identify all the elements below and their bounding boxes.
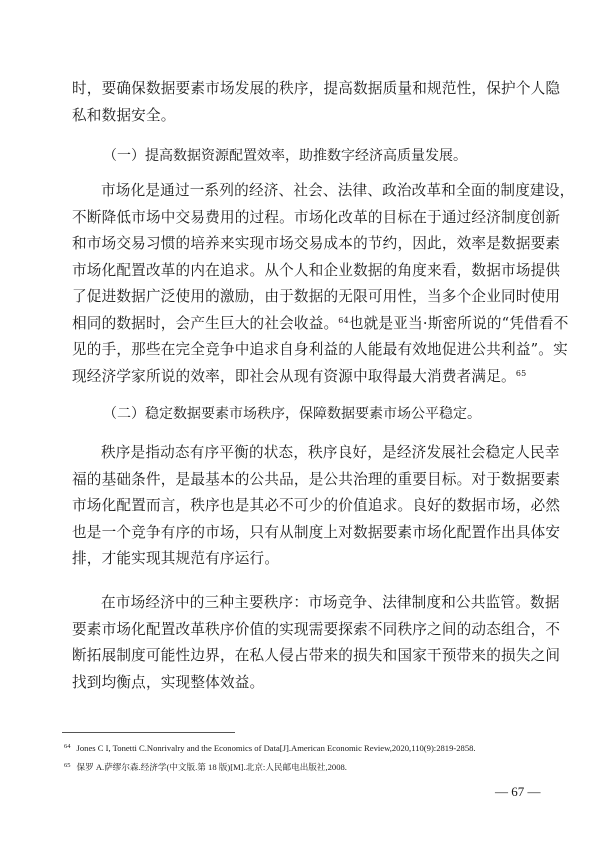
text-line: 了促进数据广泛使用的激励，由于数据的无限可用性，当多个企业同时使用	[72, 288, 561, 305]
footnote-number: 65	[64, 762, 71, 769]
text-line: 秩序是指动态有序平衡的状态，秩序良好，是经济发展社会稳定人民幸	[101, 444, 560, 461]
text-line	[72, 311, 569, 338]
text-line: 断拓展制度可能性边界，在私人侵占带来的损失和国家干预带来的损失之间	[72, 647, 561, 664]
text-line: 和市场交易习惯的培养来实现市场交易成本的节约，因此，效率是数据要素	[72, 235, 561, 252]
page-number: — 67 —	[495, 784, 541, 799]
text-line: 市场化是通过一系列的经济、社会、法律、政治改革和全面的制度建设，	[101, 182, 575, 199]
footnote-ref-65[interactable]: 65	[515, 368, 527, 378]
text-line: 排，才能实现其规范有序运行。	[72, 550, 280, 567]
text-line: 市场化配置而言，秩序也是其必不可少的价值追求。良好的数据市场，必然	[72, 497, 561, 514]
text-line: 市场化配置改革的内在追求。从个人和企业数据的角度来看，数据市场提供	[72, 261, 561, 279]
paragraph-three-orders	[72, 590, 561, 696]
footnote-text: 保罗 A.萨缪尔森.经济学(中文版.第 18 版)[M].北京:人民邮电出版社,2008.	[76, 762, 347, 772]
intro-paragraph	[72, 76, 561, 129]
text-line: 不断降低市场中交易费用的过程。市场化改革的目标在于通过经济制度创新	[72, 208, 561, 226]
text-line: 时，要确保数据要素市场发展的秩序，提高数据质量和规范性，保护个人隐	[72, 80, 561, 97]
text-line: 在市场经济中的三种主要秩序：市场竞争、法律制度和公共监管。数据	[101, 594, 560, 611]
section-heading-2: （二）稳定数据要素市场秩序，保障数据要素市场公平稳定。	[103, 406, 481, 422]
text-segment: 相同的数据时，会产生巨大的社会收益。	[72, 314, 339, 332]
paragraph-efficiency	[72, 178, 575, 390]
section-heading-1: （一）提高数据资源配置效率，助推数字经济高质量发展。	[103, 148, 467, 164]
text-line: 福的基础条件，是最基本的公共品，是公共治理的重要目标。对于数据要素	[72, 470, 561, 488]
text-line: 找到均衡点，实现整体效益。	[72, 673, 265, 691]
text-segment: 现经济学家所说的效率，即社会从现有资源中取得最大消费者满足。	[72, 367, 516, 385]
text-line: 见的手，那些在完全竞争中追求自身利益的人能最有效地促进公共利益”。实	[72, 341, 568, 358]
footnote-divider	[62, 732, 235, 733]
footnote-number: 64	[64, 743, 71, 750]
text-line: 私和数据安全。	[72, 106, 176, 124]
footnote-64	[64, 741, 476, 754]
footnote-text: Jones C I, Tonetti C.Nonrivalry and the Economics of Data[J].American Economic Review,2020,110(9):2819-2858.	[76, 743, 476, 753]
paragraph-order	[72, 440, 561, 573]
text-line	[72, 364, 547, 391]
footnote-ref-64[interactable]: 64	[338, 315, 349, 325]
text-segment: 也就是亚当·斯密所说的“凭借看不	[348, 314, 569, 332]
text-line: 要素市场化配置改革秩序价值的实现需要探索不同秩序之间的动态组合，不	[72, 620, 561, 638]
text-line: 也是一个竞争有序的市场，只有从制度上对数据要素市场化配置作出具体安	[72, 523, 561, 541]
footnote-65	[64, 760, 347, 773]
